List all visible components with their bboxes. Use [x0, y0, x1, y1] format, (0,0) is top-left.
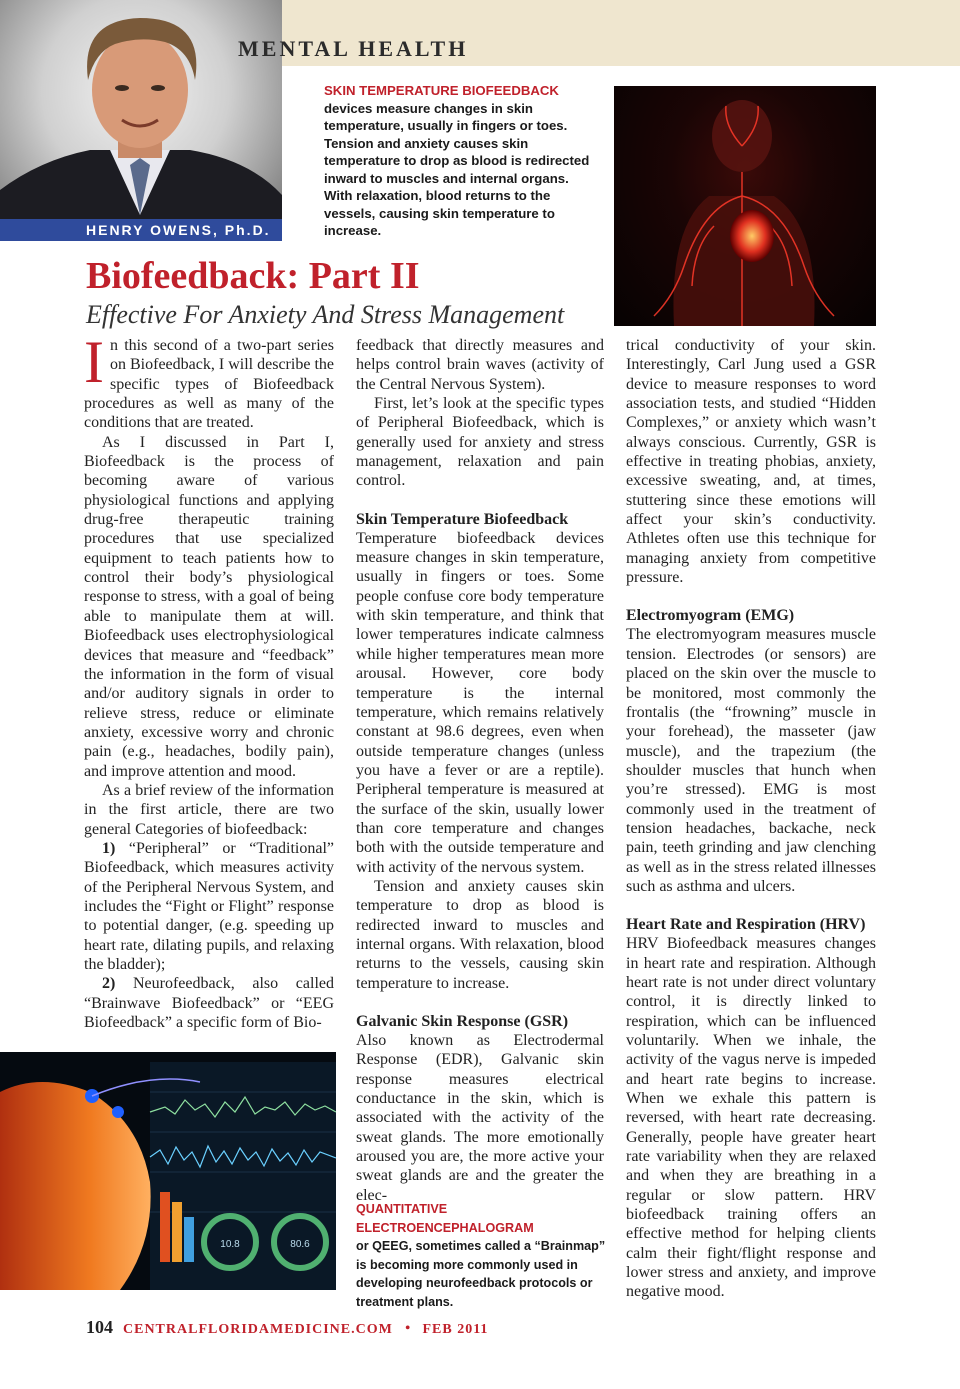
footer-website: CENTRALFLORIDAMEDICINE.COM — [123, 1322, 393, 1337]
paragraph: As a brief review of the information in the first article, there are two general Categories of biofeedback: — [84, 781, 334, 838]
callout-body: devices measure changes in skin temperature, usually in fingers or toes. Tension and anxiety causes skin temperature to drop as blood is redirected inward to muscles and internal organs. With relaxation, blood returns to the vessels, causing skin temperature to increase. — [324, 100, 590, 238]
list-number: 1) — [102, 839, 116, 857]
section-label: MENTAL HEALTH — [238, 36, 469, 61]
list-number: 2) — [102, 975, 116, 993]
headline: Biofeedback: Part II — [86, 255, 420, 297]
paragraph: The electromyogram measures muscle tension. Electrodes (or sensors) are placed on the skin over the muscle to be monitored, most commonly the frontalis (the “frowning” muscle in your forehead), the masseter (jaw muscle), and the trapezium (the shoulder muscles that hunch when you’re stressed). EMG is most commonly used in the treatment of tension headaches, backache, neck pain, teeth grinding and jaw clenching as well as in the stress related illnesses such as asthma and ulcers. — [626, 626, 876, 895]
author-name: HENRY OWENS, Ph.D. — [0, 219, 282, 241]
callout-title: SKIN TEMPERATURE BIOFEEDBACK — [324, 83, 559, 98]
paragraph: First, let’s look at the specific types of Peripheral Biofeedback, which is generally used for anxiety and stress management, relaxation and pain control. — [356, 395, 604, 490]
callout-skin-temperature — [324, 82, 599, 240]
section-heading: Electromyogram (EMG) — [626, 607, 795, 625]
paragraph: Also known as Electrodermal Response (EDR), Galvanic skin response measures electrical conductance in the skin, which is associated with the activity of the sweat glands. The more emotionally aroused you are, the more active your sweat glands are and the greater the elec- — [356, 1032, 604, 1204]
article-column-1 — [84, 329, 334, 1032]
eeg-readout-left: 10.8 — [220, 1239, 240, 1250]
section-heading: Heart Rate and Respiration (HRV) — [626, 916, 866, 934]
paragraph-text: Neurofeedback, also called “Brainwave Biofeedback” or “EEG Biofeedback” a specific form of Bio- — [84, 975, 334, 1032]
section-heading: Skin Temperature Biofeedback — [356, 510, 569, 528]
drop-cap: I — [84, 329, 104, 395]
paragraph — [84, 974, 334, 1032]
callout-body: or QEEG, sometimes called a “Brainmap” is becoming more commonly used in developing neurofeedback protocols or treatment plans. — [356, 1239, 606, 1309]
anatomy-image — [614, 86, 876, 326]
paragraph: Tension and anxiety causes skin temperature to drop as blood is redirected inward to muscles and internal organs. With relaxation, blood returns to the vessels, causing skin temperature to increase. — [356, 877, 604, 992]
paragraph: As I discussed in Part I, Biofeedback is the process of becoming aware of various physiological functions and applying drug-free therapeutic training procedures that use specialized equipment to teach patients how to control their body’s physiological response to stress, with a goal of being able to manipulate them at will. Biofeedback uses electrophysiological devices that measure and “feedback” the information in the form of visual and/or auditory signals in order to relieve stress, reduce or eliminate anxiety, excessive worry and chronic pain (e.g., headaches, bodily pain), and improve attention and mood. — [84, 433, 334, 780]
paragraph-text: “Peripheral” or “Traditional” Biofeedback, which measures activity of the Peripheral Nervous System, and includes the “Fight or Flight” response to potential danger, (e.g. speeding up heart rate, dilating pupils, and relaxing the bladder); — [84, 839, 334, 973]
article-column-2 — [356, 336, 604, 1205]
footer-date: FEB 2011 — [422, 1322, 489, 1337]
paragraph: HRV Biofeedback measures changes in heart rate and respiration. Although heart rate is not under direct voluntary control, it is directly linked to respiration, which can be influenced voluntarily. When we inhale, the activity of the vagus nerve is impeded and heart rate begins to increase. When we exhale this pattern is reversed, with heart rate decreasing. Generally, people have greater heart rate variability when they are relaxed and when they are breathing in a regular or slow pattern. HRV biofeedback training offers an effective method for helping clients calm their fight/flight response and lower stress and anxiety, and improve negative mood. — [626, 935, 876, 1301]
callout-qeeg — [356, 1200, 606, 1311]
eeg-readout-right: 80.6 — [290, 1239, 310, 1250]
callout-title: QUANTITATIVE ELECTROENCEPHALOGRAM — [356, 1202, 534, 1235]
paragraph-text: n this second of a two-part series on Biofeedback, I will describe the specific types of Biofeedback procedures as well as many of the conditions that are treated. — [84, 337, 334, 432]
paragraph: trical conductivity of your skin. Interestingly, Carl Jung used a GSR device to measure responses to word association tests, and studied “Hidden Complexes,” or anxiety which wasn’t always conscious. Currently, GSR is effective in treating phobias, anxiety, excessive sweating, and, at times, stuttering since these emotions will affect your skin’s conductivity. Athletes often use this technique for managing anxiety from competitive pressure. — [626, 337, 876, 587]
paragraph — [84, 839, 334, 974]
page-footer — [86, 1317, 488, 1338]
section-heading: Galvanic Skin Response (GSR) — [356, 1013, 569, 1030]
paragraph: feedback that directly measures and helps control brain waves (activity of the Central Nervous System). — [356, 337, 604, 393]
paragraph: Temperature biofeedback devices measure changes in skin temperature, usually in fingers or toes. Some people confuse core body temperature with skin temperature, and think that lower temperatures indicate calmness while higher temperatures mean more arousal. However, core body temperature is the internal temperature, which remains relatively constant at 98.6 degrees, even when outside temperature changes (unless you have a fever or are a reptile). Peripheral temperature is measured at the surface of the skin, usually lower than core temperature and changes both with the outside temperature and with activity of the nervous system. — [356, 529, 604, 876]
paragraph — [84, 329, 334, 433]
eeg-biofeedback-image — [0, 1052, 336, 1290]
article-column-3 — [626, 336, 876, 1302]
subheadline: Effective For Anxiety And Stress Management — [86, 300, 565, 329]
page-number: 104 — [86, 1317, 113, 1337]
footer-separator: • — [404, 1320, 411, 1337]
